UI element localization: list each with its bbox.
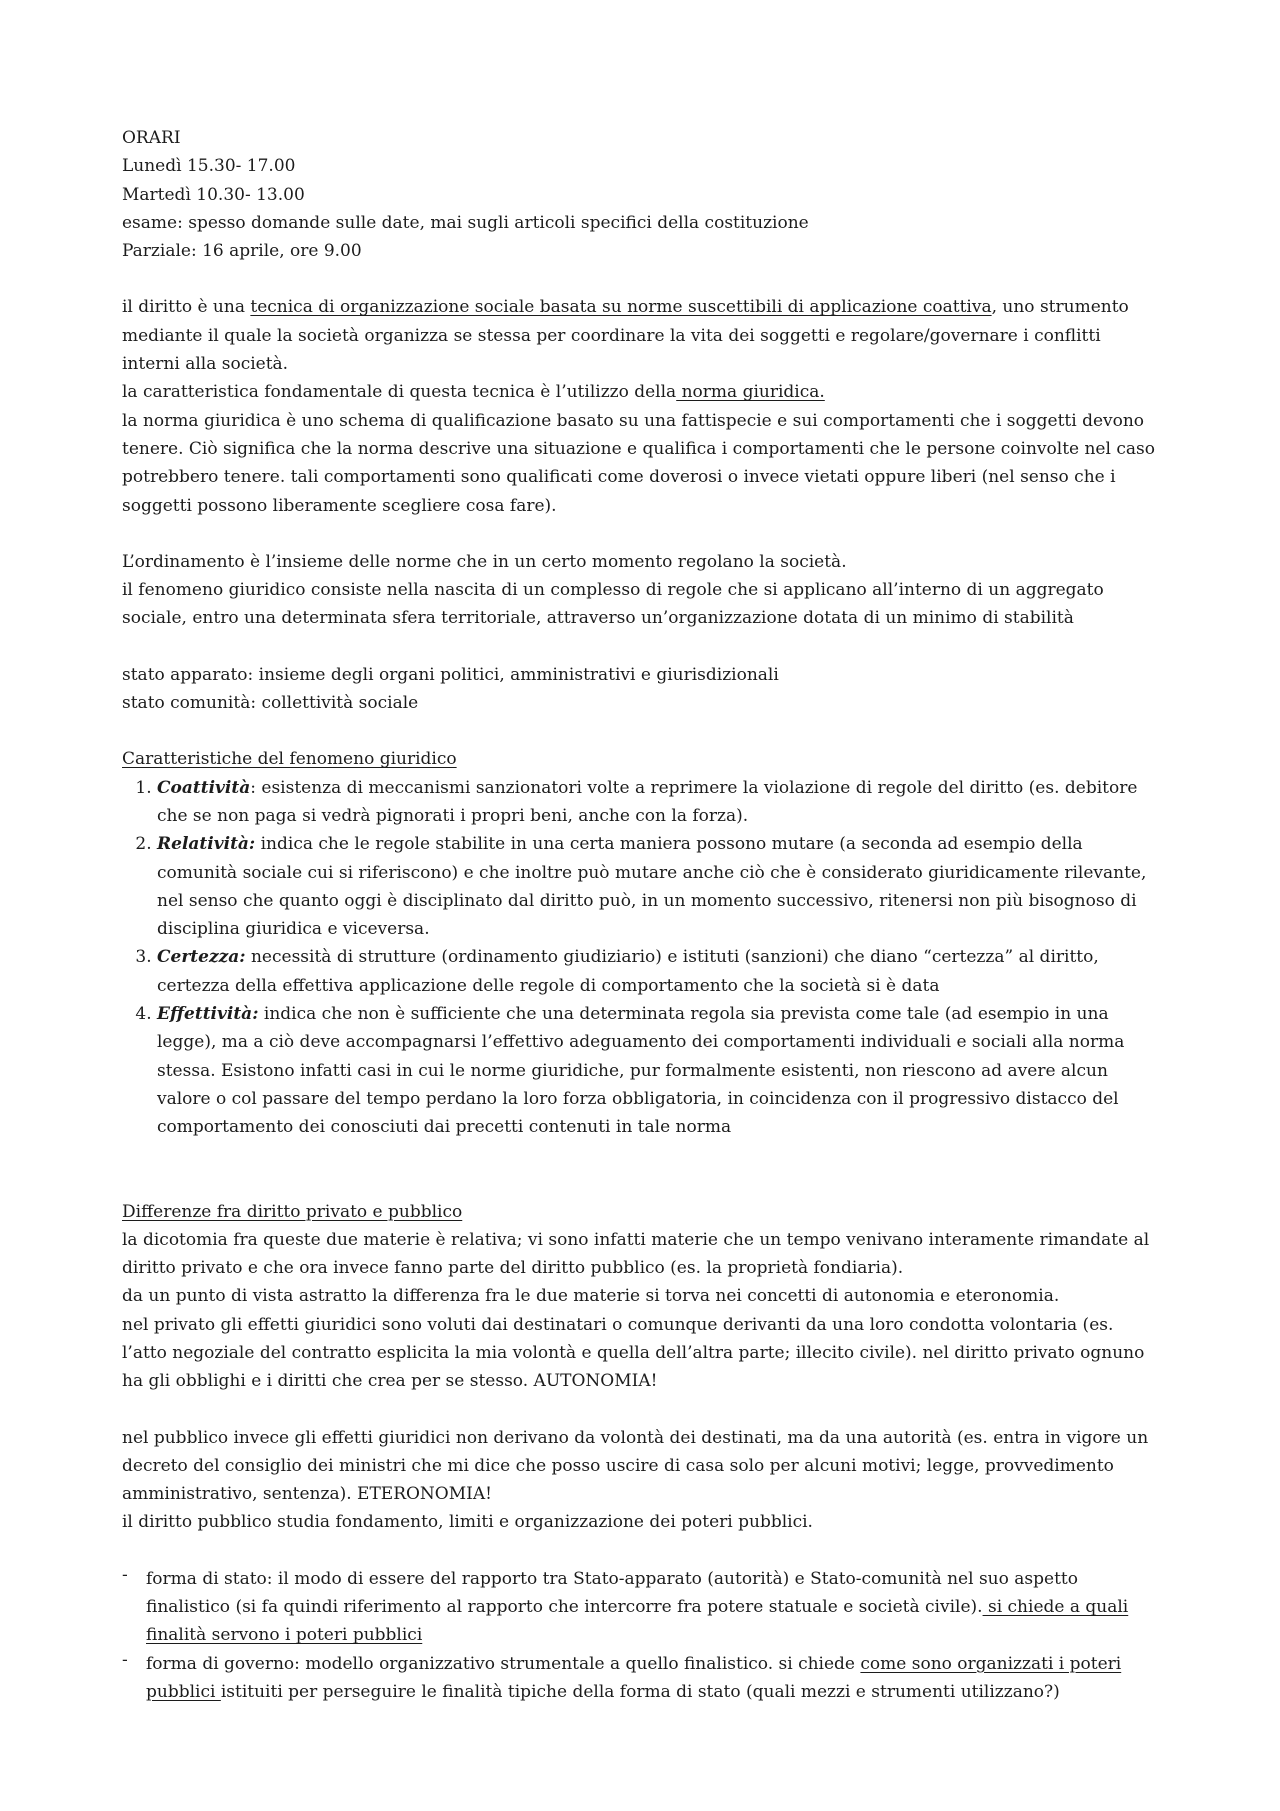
differences-paragraph-1: la dicotomia fra queste due materie è relativa; vi sono infatti materie che un tempo venivano interamente rimandate al diritto privato e che ora invece fanno parte del diritto pubblico (es. la proprietà fondiaria). (122, 1229, 1150, 1279)
ordinamento-paragraph-1: L’ordinamento è l’insieme delle norme che in un certo momento regolano la società. (122, 551, 847, 572)
forma-stato-text: forma di stato: il modo di essere del rapporto tra Stato-apparato (autorità) e Stato-comunità nel suo aspetto finalistico (si fa quindi riferimento al rapporto che intercorre fra potere statuale e società civile). (146, 1568, 1078, 1618)
term-coattivita: Coattività (157, 777, 251, 798)
intro-section (122, 293, 1160, 519)
stato-apparato: stato apparato: insieme degli organi politici, amministrativi e giurisdizionali (122, 664, 779, 685)
differences-section (122, 1198, 1160, 1537)
intro-paragraph-1 (122, 293, 1160, 378)
forma-governo-text-a: forma di governo: modello organizzativo strumentale a quello finalistico. si chiede (146, 1653, 861, 1674)
characteristics-list (122, 774, 1160, 1142)
differences-heading (122, 1198, 1160, 1226)
characteristics-heading-text: Caratteristiche del fenomeno giuridico (122, 749, 457, 770)
term-description: indica che le regole stabilite in una certa maniera possono mutare (a seconda ad esempio della comunità sociale cui si riferiscono) e che inoltre può mutare anche ciò che è considerato giuridicamente rilevante, nel senso che quanto oggi è disciplinato dal diritto può, in un momento successivo, ritenersi non più bisognoso di disciplina giuridica e viceversa. (157, 834, 1147, 940)
characteristics-heading (122, 745, 1160, 773)
intro-paragraph-2 (122, 378, 1160, 406)
list-item (157, 1000, 1160, 1141)
forma-governo-underlined: come sono organizzati i poteri pubblici (146, 1653, 1122, 1702)
partial-exam-date: Parziale: 16 aprile, ore 9.00 (122, 241, 362, 262)
forms-section (122, 1565, 1160, 1706)
dash-bullet: - (122, 1564, 128, 1585)
term-description: : esistenza di meccanismi sanzionatori volte a reprimere la violazione di regole del diritto (es. debitore che se non paga si vedrà pignorati i propri beni, anche con la forza). (157, 777, 1138, 826)
exam-note: esame: spesso domande sulle date, mai sugli articoli specifici della costituzione (122, 212, 809, 233)
term-effettivita: Effettività: (157, 1004, 259, 1025)
intro-p2-text: la caratteristica fondamentale di questa tecnica è l’utilizzo della (122, 382, 677, 403)
differences-heading-text: Differenze fra diritto privato e pubblico (122, 1201, 463, 1222)
list-item (157, 830, 1160, 943)
differences-paragraph-4: nel pubblico invece gli effetti giuridici non derivano da volontà dei destinati, ma da una autorità (es. entra in vigore un decreto del consiglio dei ministri che mi dice che posso uscire di casa solo per alcuni motivi; legge, provvedimento amministrativo, sentenza). ETERONOMIA! (122, 1427, 1149, 1505)
differences-paragraph-3: nel privato gli effetti giuridici sono voluti dai destinatari o comunque derivanti da una loro condotta volontaria (es. l’atto negoziale del contratto esplicita la mia volontà e quella dell’altra parte; illecito civile). nel diritto privato ognuno ha gli obblighi e i diritti che crea per se stesso. AUTONOMIA! (122, 1314, 1145, 1392)
term-certezza: Certezza: (157, 947, 246, 968)
differences-paragraph-5: il diritto pubblico studia fondamento, limiti e organizzazione dei poteri pubblici. (122, 1512, 813, 1533)
list-item-forma-di-governo (122, 1650, 1160, 1707)
ordinamento-section (122, 548, 1160, 633)
term-description: indica che non è sufficiente che una determinata regola sia prevista come tale (ad esempio in una legge), ma a ciò deve accompagnarsi l’effettivo adeguamento dei comportamenti individuali e sociali alla norma stessa. Esistono infatti casi in cui le norme giuridiche, pur formalmente esistenti, non riescono ad avere alcun valore o col passare del tempo perdano la loro forza obbligatoria, in coincidenza con il progressivo distacco del comportamento dei conosciuti dai precetti contenuti in tale norma (157, 1004, 1125, 1138)
characteristics-section (122, 745, 1160, 1141)
schedule-section (122, 124, 1160, 265)
list-item (157, 943, 1160, 1000)
schedule-monday: Lunedì 15.30- 17.00 (122, 156, 296, 177)
forma-governo-text-b: istituiti per perseguire le finalità tipiche della forma di stato (quali mezzi e strumenti utilizzano?) (220, 1681, 1060, 1702)
dash-bullet: - (122, 1649, 128, 1670)
schedule-heading: ORARI (122, 128, 181, 148)
list-item (157, 774, 1160, 831)
intro-p1-text-b: , uno strumento mediante il quale la società organizza se stessa per coordinare la vita dei soggetti e regolare/governare i conflitti interni alla società. (122, 297, 1129, 375)
term-relativita: Relatività: (157, 834, 256, 855)
intro-p2-underlined: norma giuridica. (676, 382, 825, 403)
stato-section (122, 661, 1160, 718)
ordinamento-paragraph-2: il fenomeno giuridico consiste nella nascita di un complesso di regole che si applicano all’interno di un aggregato sociale, entro una determinata sfera territoriale, attraverso un’organizzazione dotata di un minimo di stabilità (122, 580, 1104, 629)
forms-list (122, 1565, 1160, 1706)
differences-paragraph-2: da un punto di vista astratto la differenza fra le due materie si torva nei concetti di autonomia e eteronomia. (122, 1286, 1060, 1307)
list-item-forma-di-stato (122, 1565, 1160, 1650)
schedule-tuesday: Martedì 10.30- 13.00 (122, 184, 305, 205)
term-description: necessità di strutture (ordinamento giudiziario) e istituti (sanzioni) che diano “certezza” al diritto, certezza della effettiva applicazione delle regole di comportamento che la società si è data (157, 947, 1099, 996)
intro-p1-underlined: tecnica di organizzazione sociale basata su norme suscettibili di applicazione coattiva (250, 297, 992, 318)
intro-p1-text-a: il diritto è una (122, 297, 251, 318)
intro-paragraph-3: la norma giuridica è uno schema di qualificazione basato su una fattispecie e sui comportamenti che i soggetti devono tenere. Ciò significa che la norma descrive una situazione e qualifica i comportamenti che le persone coinvolte nel caso potrebbero tenere. tali comportamenti sono qualificati come doverosi o invece vietati oppure liberi (nel senso che i soggetti possono liberamente scegliere cosa fare). (122, 410, 1155, 516)
forma-stato-underlined: si chiede a quali finalità servono i poteri pubblici (146, 1597, 1129, 1646)
stato-comunita: stato comunità: collettività sociale (122, 693, 419, 714)
